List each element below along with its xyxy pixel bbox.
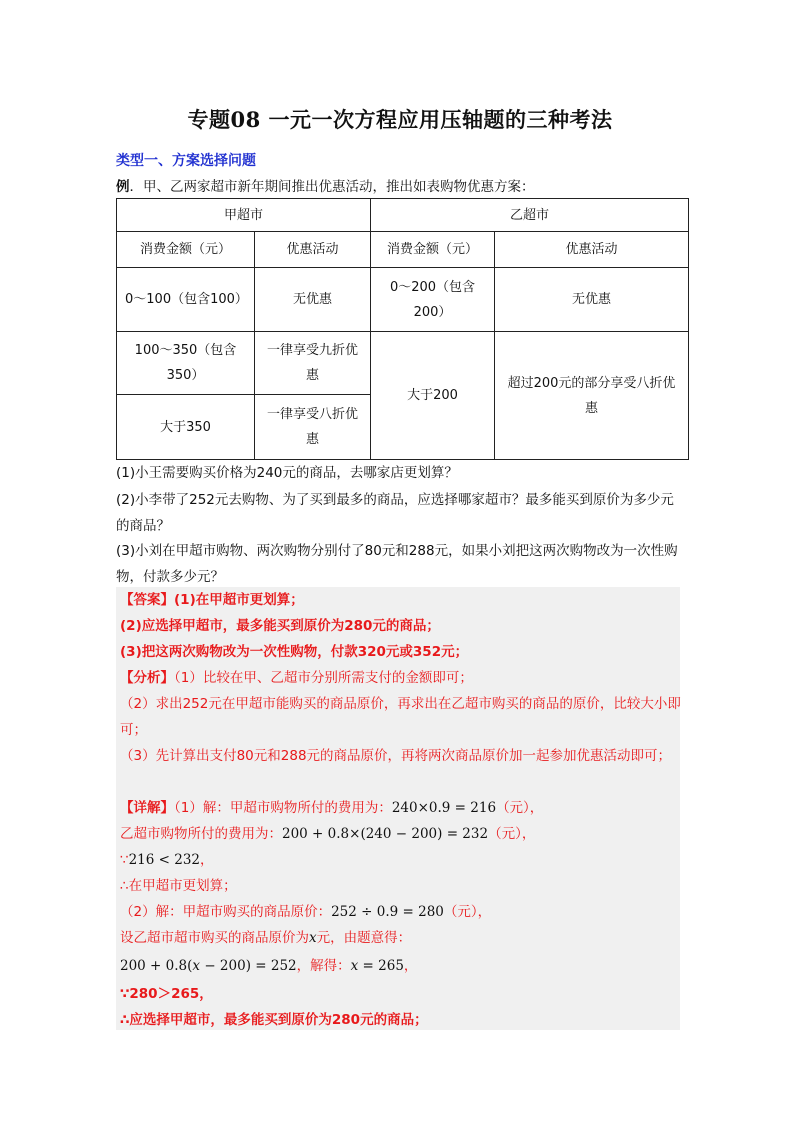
example-text: ．甲、乙两家超市新年期间推出优惠活动，推出如表购物优惠方案： [129,179,535,195]
page-title: 专题08 一元一次方程应用压轴题的三种考法 [187,107,613,132]
analysis-1: （1）比较在甲、乙超市分别所需支付的金额即可； [174,670,473,686]
detail-line-9 [120,1007,682,1033]
answer-3-text: (3)把这两次购物改为一次性购物，付款320元或352元； [120,644,469,660]
a-row-1-amount: 0～100（包含100） [117,268,255,332]
detail-7-mid: ，解得： [296,958,351,974]
a-row-3-deal: 一律享受八折优惠 [255,395,371,460]
detail-line-4: ∴在甲超市更划算； [120,878,237,894]
because-symbol: ∵ [120,852,129,868]
analysis-2: （2）求出252元在甲超市能购买的商品原价，再求出在乙超市购买的商品的原价，比较大小即可； [120,696,681,738]
detail-line-8 [120,981,682,1007]
solution-x: x [350,958,359,974]
equation-x: x [192,958,201,974]
answer-2-text: (2)应选择甲超市，最多能买到原价为280元的商品； [120,618,440,634]
a-row-2-amount: 100～350（包含350） [117,332,255,395]
b-row-2-deal: 超过200元的部分享受八折优惠 [495,332,689,460]
discount-table [116,198,689,460]
detail-line-2 [120,821,682,847]
a-row-1-deal: 无优惠 [255,268,371,332]
detail-7-end: ， [403,958,418,974]
equation-part-2: − 200) = 252 [200,958,297,974]
detail-2-unit: （元）， [488,826,536,842]
header-b-deal: 优惠活动 [495,232,689,268]
equation-part-1: 200 + 0.8( [120,958,193,974]
detail-1-unit: （元）， [496,800,544,816]
detail-line-1 [120,795,682,821]
example-intro [116,175,535,195]
header-store-b: 乙超市 [371,199,689,232]
detail-6-b: 元，由题意得： [316,930,412,946]
detail-tag: 【详解】 [120,800,174,816]
detail-6-a: 设乙超市超市购买的商品原价为 [120,930,309,946]
detail-line-7 [120,953,682,979]
detail-9-text: ∴应选择甲超市，最多能买到原价为280元的商品； [120,1012,428,1028]
detail-5-text: （2）解：甲超市购买的商品原价： [120,904,332,920]
solution-value: = 265 [358,958,404,974]
analysis-3: （3）先计算出支付80元和288元的商品原价，再将两次商品原价加一起参加优惠活动即可； [120,748,672,764]
detail-line-3 [120,847,682,873]
detail-3-math: 216 < 232 [128,852,201,868]
b-row-1-amount: 0～200（包含200） [371,268,495,332]
variable-x: x [309,930,317,946]
example-label: 例 [116,179,130,195]
detail-1-math: 240×0.9 = 216 [391,800,497,816]
a-row-2-deal: 一律享受九折优惠 [255,332,371,395]
analysis-line-1 [120,665,682,691]
header-b-amount: 消费金额（元） [371,232,495,268]
detail-line-6 [120,925,682,951]
detail-1-text: （1）解：甲超市购物所付的费用为： [174,800,392,816]
header-a-amount: 消费金额（元） [117,232,255,268]
question-1: (1)小王需要购买价格为240元的商品，去哪家店更划算？ [116,465,458,481]
b-row-2-amount: 大于200 [371,332,495,460]
header-store-a: 甲超市 [117,199,371,232]
section-heading: 类型一、方案选择问题 [116,153,256,169]
detail-8-text: ∵280＞265， [120,986,213,1002]
detail-5-unit: （元）， [443,904,492,920]
detail-2-math: 200 + 0.8×(240 − 200) = 232 [282,826,489,842]
analysis-tag: 【分析】 [120,670,174,686]
b-row-1-deal: 无优惠 [495,268,689,332]
answer-3 [120,639,682,665]
answer-line-1 [120,587,682,613]
detail-line-5 [120,899,682,925]
header-a-deal: 优惠活动 [255,232,371,268]
question-3: (3)小刘在甲超市购物、两次购物分别付了80元和288元，如果小刘把这两次购物改为一次性购物，付款多少元？ [116,543,678,585]
a-row-3-amount: 大于350 [117,395,255,460]
answer-2 [120,613,682,639]
question-2: (2)小李带了252元去购物、为了买到最多的商品，应选择哪家超市？最多能买到原价为多少元的商品？ [116,492,674,534]
answer-tag: 【答案】 [120,592,174,608]
detail-2-text: 乙超市购物所付的费用为： [120,826,282,842]
detail-5-math: 252 ÷ 0.9 = 280 [331,904,444,920]
detail-3-end: ， [200,852,214,868]
answer-1: (1)在甲超市更划算； [174,592,304,608]
